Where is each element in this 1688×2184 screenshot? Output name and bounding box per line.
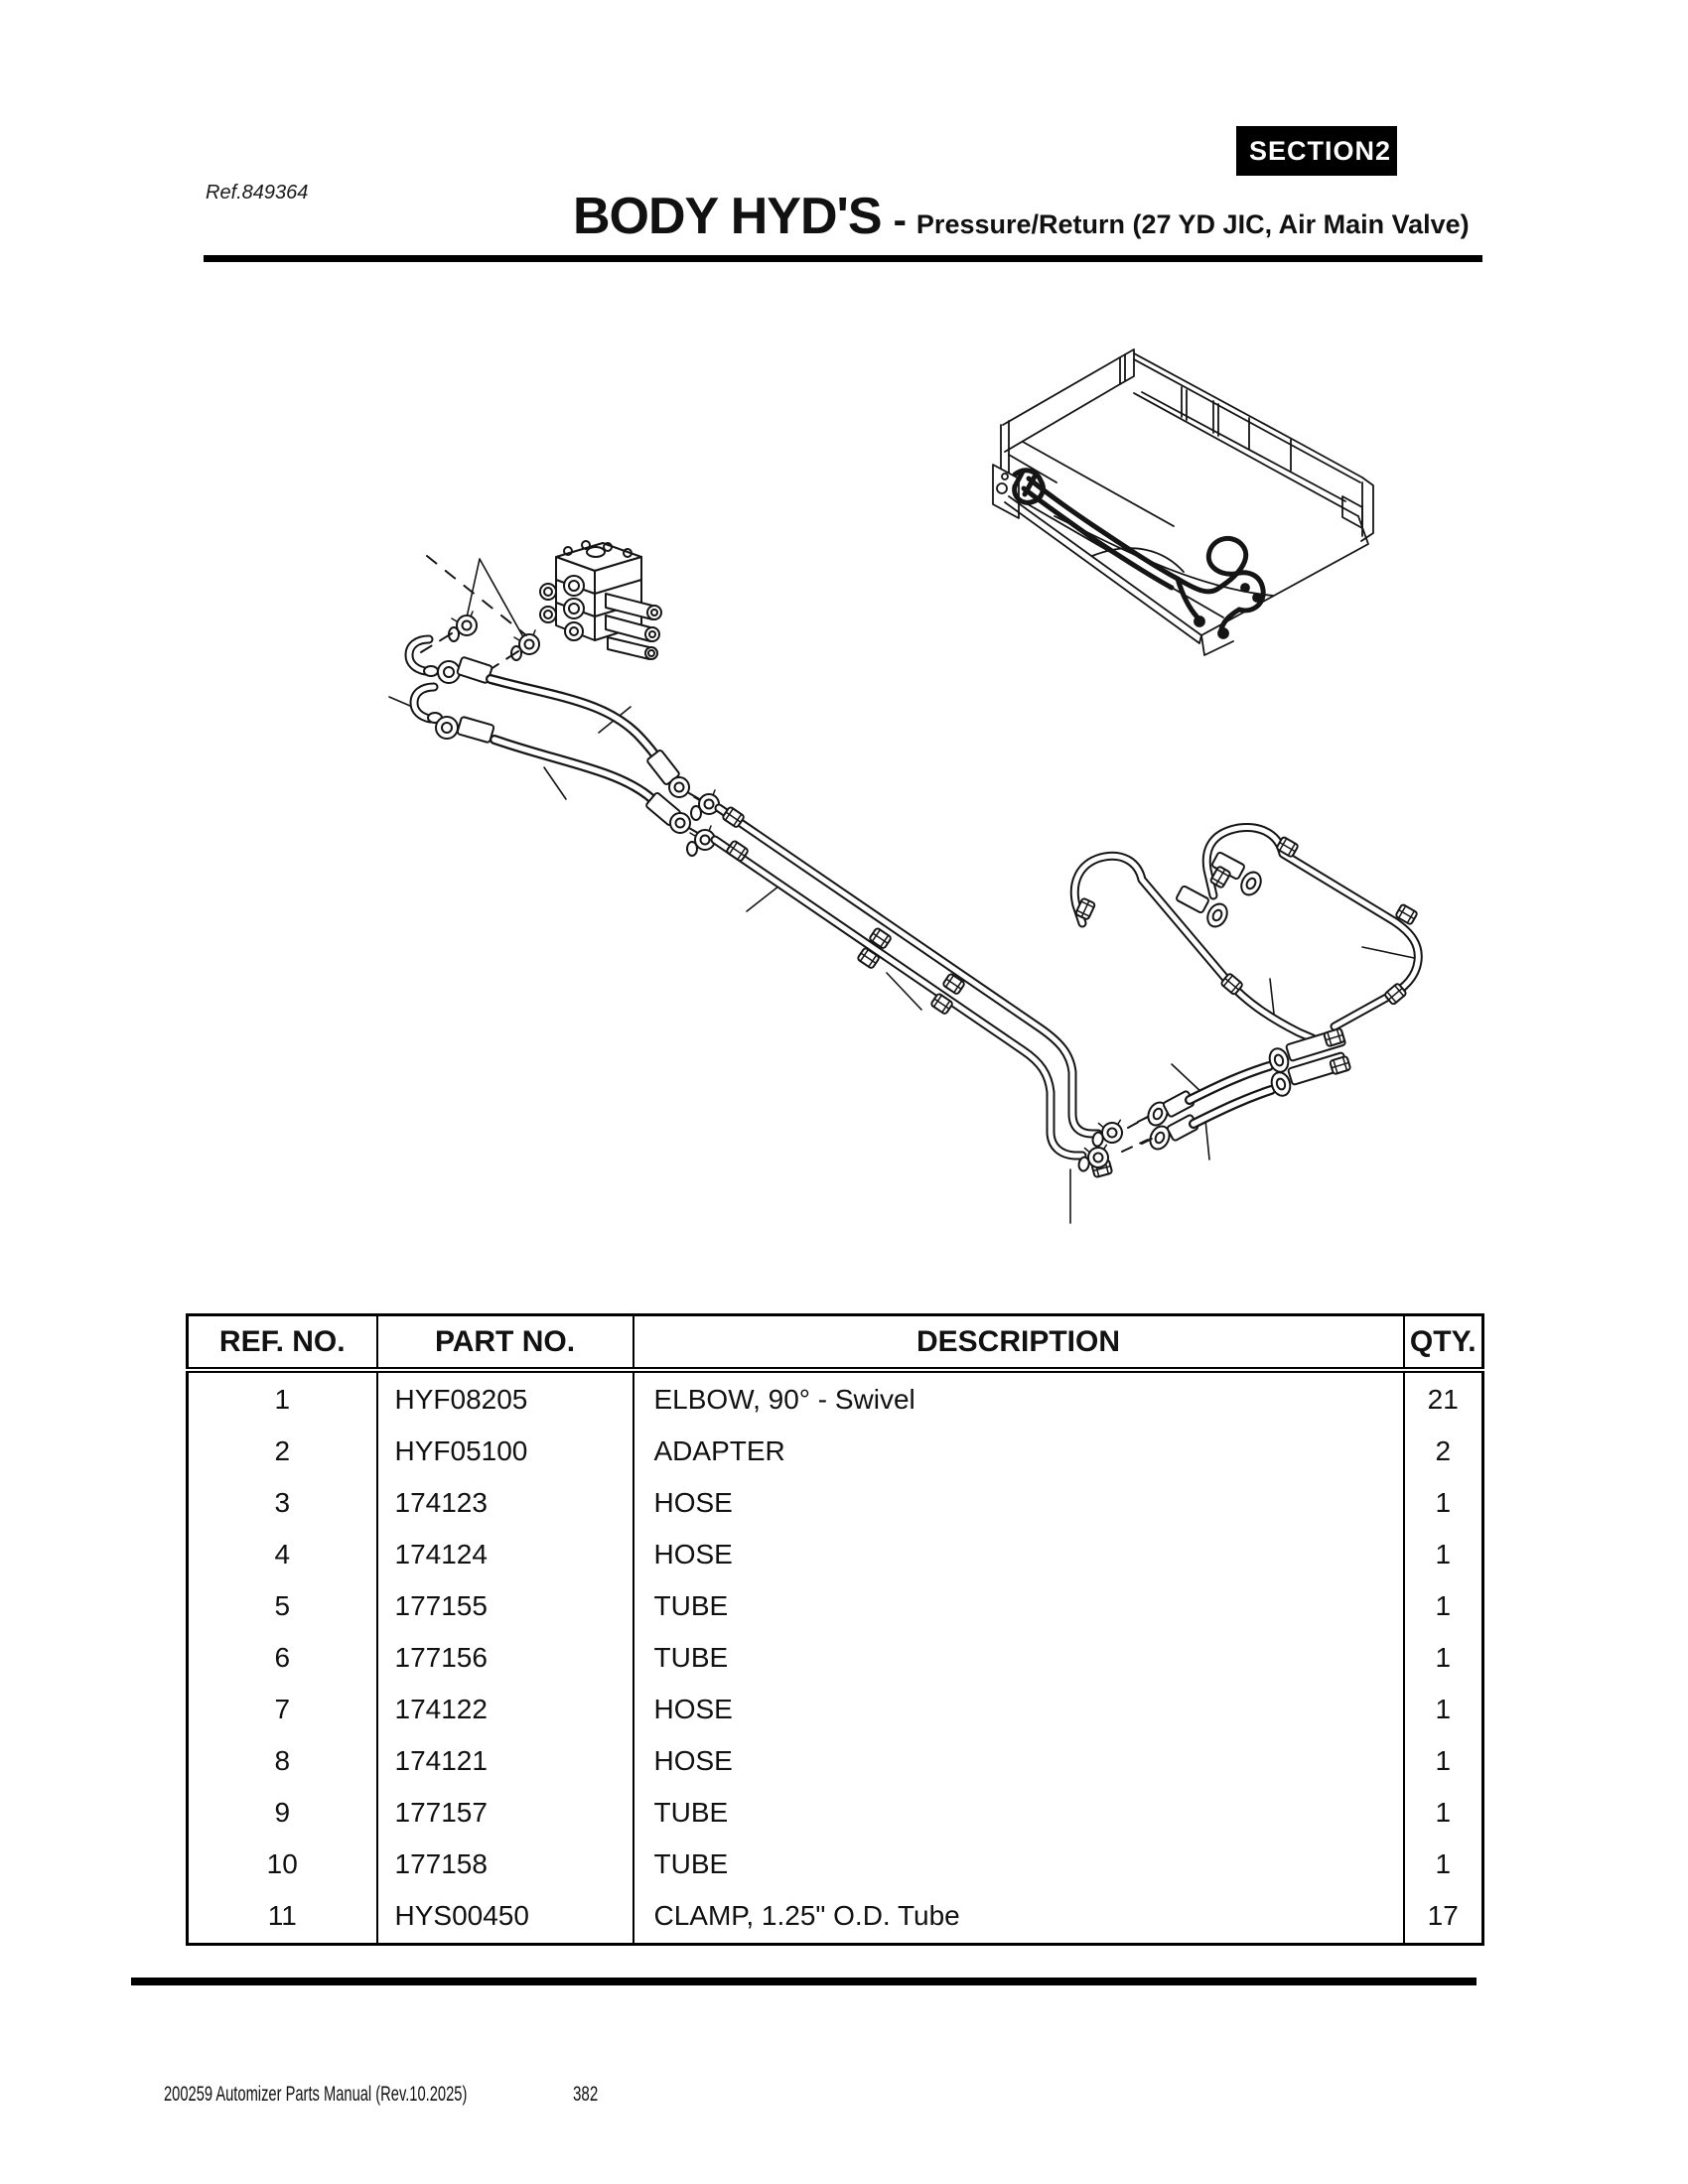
cell-qty: 1 — [1435, 1745, 1452, 1777]
cell-part: HYF05100 — [377, 1426, 633, 1477]
tube-illustration — [687, 790, 1150, 1177]
title-dash: - — [893, 199, 907, 242]
table-row — [188, 1839, 1483, 1890]
cell-desc: TUBE — [633, 1632, 1404, 1684]
cell-ref: 4 — [188, 1529, 377, 1580]
cell-desc: TUBE — [633, 1787, 1404, 1839]
cell-part: 174123 — [377, 1477, 633, 1529]
page-title: BODY HYD'S — [573, 188, 882, 245]
hose-bundle-in-body — [1015, 471, 1264, 629]
column-header-part-no: PART NO. — [377, 1315, 633, 1371]
table-filler-row — [188, 1942, 1483, 1944]
dump-body-illustration — [993, 349, 1373, 655]
cell-qty: 21 — [1427, 1383, 1459, 1415]
cell-ref: 7 — [188, 1684, 377, 1735]
cell-part: 177155 — [377, 1580, 633, 1632]
cell-desc: TUBE — [633, 1839, 1404, 1890]
column-header-description: DESCRIPTION — [633, 1315, 1404, 1371]
cell-part: 174122 — [377, 1684, 633, 1735]
cell-ref: 2 — [188, 1426, 377, 1477]
cell-qty: 1 — [1435, 1797, 1452, 1829]
page-subtitle: Pressure/Return (27 YD JIC, Air Main Valve) — [915, 209, 1470, 239]
table-row — [188, 1787, 1483, 1839]
column-header-ref-no: REF. NO. — [188, 1315, 377, 1371]
cell-part: HYS00450 — [377, 1890, 633, 1942]
leader-lines — [389, 559, 1419, 1223]
table-row — [188, 1426, 1483, 1477]
parts-table-header-row — [188, 1315, 1483, 1371]
cell-desc: HOSE — [633, 1684, 1404, 1735]
cell-ref: 5 — [188, 1580, 377, 1632]
cell-ref: 11 — [188, 1890, 377, 1942]
cell-part: 174121 — [377, 1735, 633, 1787]
cell-qty: 1 — [1435, 1590, 1452, 1622]
cell-qty: 1 — [1435, 1642, 1452, 1674]
manual-title: 200259 Automizer Parts Manual (Rev.10.2025) — [164, 2083, 468, 2106]
parts-table — [186, 1313, 1484, 1946]
section-badge-word: SECTION — [1249, 135, 1376, 166]
section-badge-number: 2 — [1375, 135, 1392, 166]
hose-illustration — [436, 656, 701, 835]
cell-qty: 1 — [1435, 1694, 1452, 1725]
table-row — [188, 1890, 1483, 1942]
cell-part: HYF08205 — [377, 1370, 633, 1426]
cell-part: 174124 — [377, 1529, 633, 1580]
cell-ref: 10 — [188, 1839, 377, 1890]
table-row — [188, 1529, 1483, 1580]
cell-qty: 17 — [1427, 1900, 1459, 1932]
table-row — [188, 1477, 1483, 1529]
cell-desc: HOSE — [633, 1477, 1404, 1529]
table-row — [188, 1370, 1483, 1426]
cell-part: 177157 — [377, 1787, 633, 1839]
page-number: 382 — [573, 2083, 599, 2106]
cell-ref: 8 — [188, 1735, 377, 1787]
tube-assembly-illustration — [1074, 828, 1418, 1038]
cell-desc: ADAPTER — [633, 1426, 1404, 1477]
table-row — [188, 1735, 1483, 1787]
cell-desc: TUBE — [633, 1580, 1404, 1632]
short-hose-illustration — [1138, 1028, 1350, 1153]
table-row — [188, 1632, 1483, 1684]
cell-qty: 1 — [1435, 1848, 1452, 1880]
cell-ref: 3 — [188, 1477, 377, 1529]
cell-qty: 1 — [1435, 1539, 1452, 1570]
cell-desc: HOSE — [633, 1529, 1404, 1580]
control-valve-illustration — [540, 541, 661, 659]
cell-desc: ELBOW, 90° - Swivel — [633, 1370, 1404, 1426]
cell-desc: HOSE — [633, 1735, 1404, 1787]
column-header-qty: QTY. — [1404, 1315, 1483, 1371]
cell-desc: CLAMP, 1.25" O.D. Tube — [633, 1890, 1404, 1942]
footer-rule — [131, 1978, 1477, 1985]
cell-qty: 2 — [1435, 1435, 1452, 1467]
table-row — [188, 1684, 1483, 1735]
table-row — [188, 1580, 1483, 1632]
cell-part: 177156 — [377, 1632, 633, 1684]
cell-ref: 6 — [188, 1632, 377, 1684]
cell-ref: 9 — [188, 1787, 377, 1839]
cell-qty: 1 — [1435, 1487, 1452, 1519]
reference-number: Ref.849364 — [206, 182, 309, 204]
cell-ref: 1 — [188, 1370, 377, 1426]
cell-part: 177158 — [377, 1839, 633, 1890]
